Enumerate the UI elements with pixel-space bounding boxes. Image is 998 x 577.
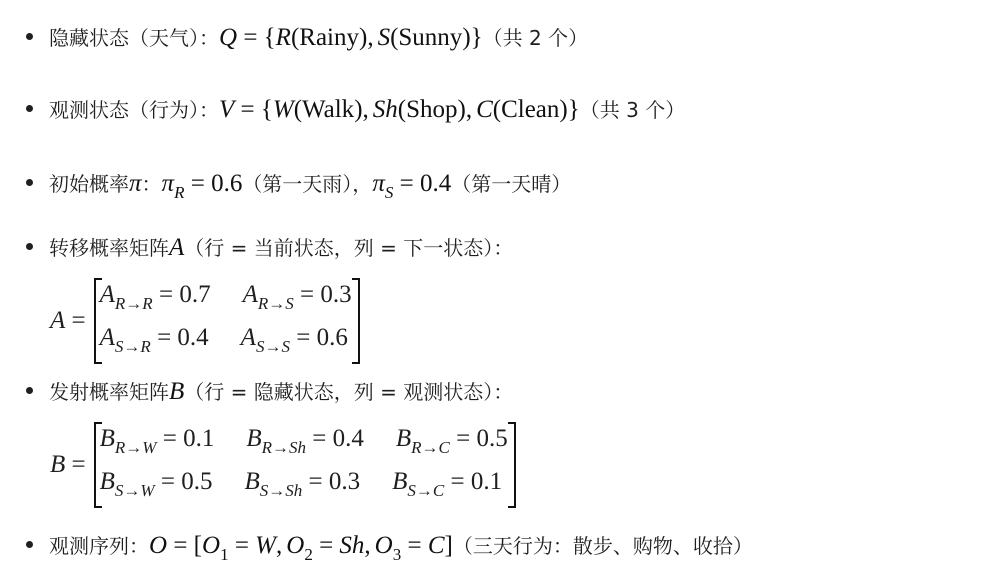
pi-s-formula: $\pi_S = 0.4$ bbox=[372, 170, 452, 202]
transition-matrix: A = $A_{R\to R} = 0.7$ $A_{R\to S} = 0.3$ $A_{S\to R} = 0.4$ $A_{S\to S} = 0.6$ bbox=[50, 278, 360, 364]
bullet bbox=[26, 105, 33, 112]
pi-r-note: （第一天雨）， bbox=[242, 172, 373, 196]
item-suffix: （共 3 个） bbox=[579, 98, 686, 122]
matrix-bracket bbox=[94, 422, 516, 508]
list-item-emission-matrix: 发射概率矩阵 B （行 = 隐藏状态，列 = 观测状态）： bbox=[26, 376, 988, 406]
matrix-cell: $B_{S\to C} = 0.1$ bbox=[392, 468, 503, 500]
matrix-cell: $B_{R\to Sh} = 0.4$ bbox=[246, 425, 364, 457]
bullet bbox=[26, 179, 33, 186]
list-item-hidden-states bbox=[26, 22, 988, 52]
matrix-cell: $B_{R\to W} = 0.1$ bbox=[99, 425, 215, 457]
pi-symbol: π bbox=[129, 170, 142, 197]
matrix-cell: $A_{R\to S} = 0.3$ bbox=[242, 281, 352, 313]
math-formula: $O = [O_1 = W$, $O_2 = Sh$, $O_3 = C$] bbox=[149, 532, 453, 564]
bullet bbox=[26, 541, 33, 548]
item-suffix: （共 2 个） bbox=[482, 26, 589, 50]
matrix-cell: $A_{S\to R} = 0.4$ bbox=[99, 324, 209, 356]
emission-matrix: B = $B_{R\to W} = 0.1$ $B_{R\to Sh} = 0.4$ $B_{R\to C} = 0.5$ $B_{S\to W} = 0.5$ $B_{S\to Sh} = 0.3$ $B_{S\to C} = 0.1$ bbox=[50, 422, 516, 508]
list-item-observed-states bbox=[26, 94, 988, 124]
matrix-cell: $A_{S\to S} = 0.6$ bbox=[240, 324, 348, 356]
matrix-bracket bbox=[94, 278, 360, 364]
math-formula: Q = {R(Rainy), S(Sunny)} bbox=[219, 24, 483, 51]
list-item-initial-probability: 初始概率 π ： $\pi_R = 0.6$ （第一天雨）， $\pi_S = 0.4$ （第一天晴） bbox=[26, 168, 988, 203]
bullet bbox=[26, 387, 33, 394]
pi-s-note: （第一天晴） bbox=[451, 172, 572, 196]
item-suffix: （三天行为：散步、购物、收拾） bbox=[452, 534, 753, 558]
item-label: 发射概率矩阵 bbox=[49, 380, 169, 404]
pi-r-formula: $\pi_R = 0.6$ bbox=[161, 170, 243, 202]
item-label: 观测序列： bbox=[49, 534, 149, 558]
math-formula: V = {W(Walk), Sh(Shop), C(Clean)} bbox=[219, 96, 580, 123]
bullet bbox=[26, 243, 33, 250]
matrix-cell: $B_{S\to Sh} = 0.3$ bbox=[244, 468, 361, 500]
matrix-row bbox=[100, 422, 510, 465]
matrix-row bbox=[100, 321, 354, 364]
matrix-cell: $A_{R\to R} = 0.7$ bbox=[99, 281, 211, 313]
matrix-cell: $B_{R\to C} = 0.5$ bbox=[395, 425, 508, 457]
item-label: 转移概率矩阵 bbox=[49, 236, 169, 260]
matrix-row bbox=[100, 278, 354, 321]
matrix-cell: $B_{S\to W} = 0.5$ bbox=[99, 468, 213, 500]
list-item-observation-sequence bbox=[26, 530, 988, 565]
item-label: 隐藏状态（天气）： bbox=[49, 26, 219, 50]
matrix-row bbox=[100, 465, 510, 508]
item-label: 初始概率 bbox=[49, 172, 129, 196]
list-item-transition-matrix: 转移概率矩阵 A （行 = 当前状态，列 = 下一状态）： bbox=[26, 232, 988, 262]
item-label: 观测状态（行为）： bbox=[49, 98, 219, 122]
bullet bbox=[26, 33, 33, 40]
